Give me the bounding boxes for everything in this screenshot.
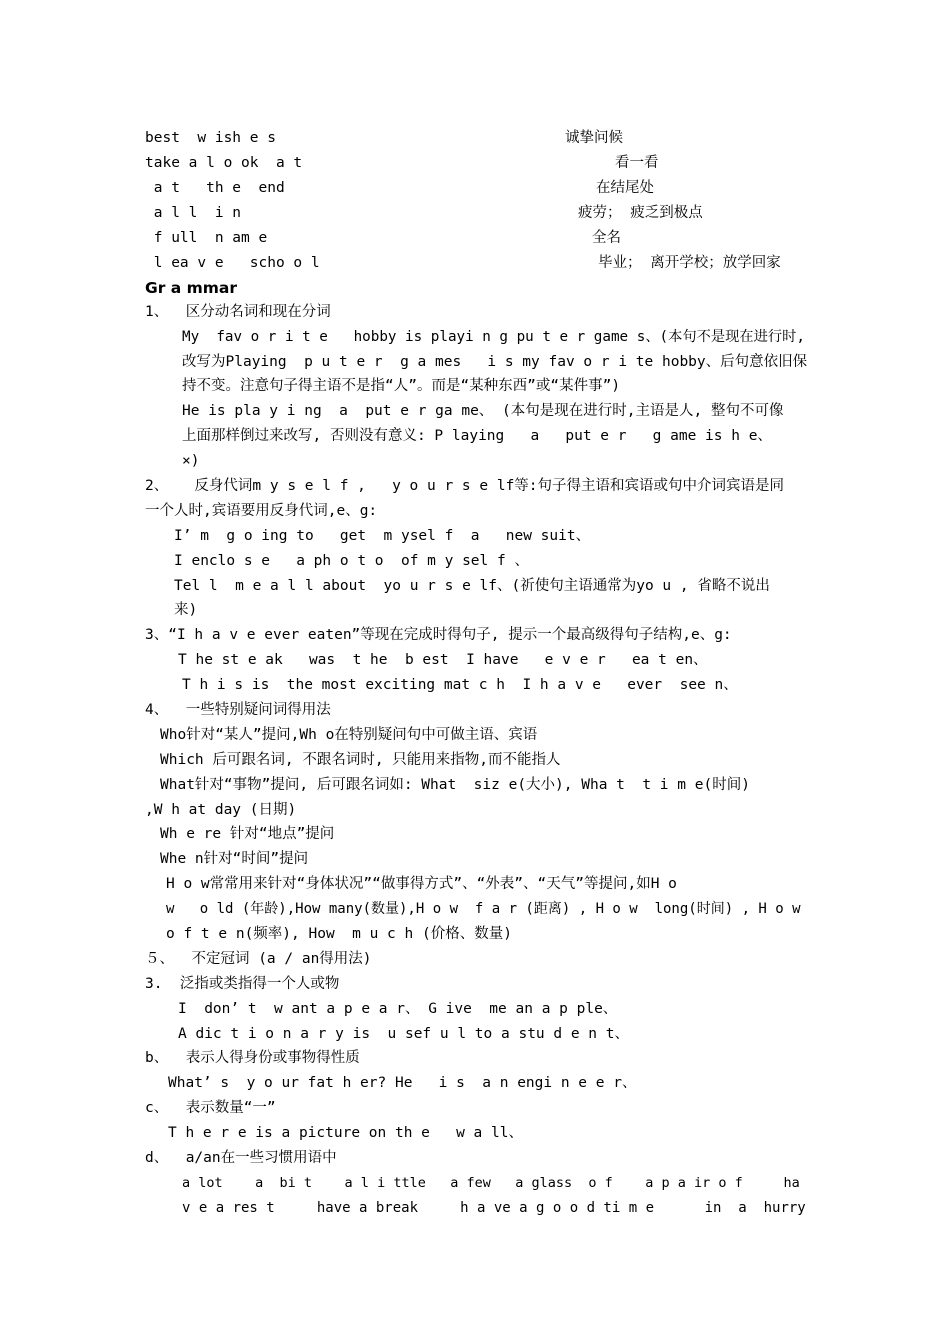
example-line: A dic t i o n a r y is u sef u l to a stu d e n t、	[178, 1026, 629, 1042]
text-line: 持不变。注意句子得主语不是指“人”。而是“某种东西”或“某件事”)	[182, 378, 621, 394]
text-line: ,W h at day (日期)	[145, 802, 297, 818]
section-heading: 1、 区分动名词和现在分词	[145, 304, 331, 320]
text-line: Who针对“某人”提问,Wh o在特别疑问句中可做主语、宾语	[160, 727, 538, 743]
text-line: My fav o r i t e hobby is playi n g pu t e r game s、(本句不是现在进行时,	[182, 329, 805, 345]
text-line: H o w常常用来针对“身体状况”“做事得方式”、“外表”、“天气”等提问,如H o	[166, 876, 677, 892]
phrase-en: take a l o ok a t	[145, 155, 303, 171]
text-line: Wh e re 针对“地点”提问	[160, 826, 335, 842]
phrase-en: f ull n am e	[145, 230, 268, 246]
example-line: T h e r e is a picture on th e w a ll、	[168, 1125, 523, 1141]
text-line: ×)	[182, 453, 200, 469]
phrase-en: a l l i n	[145, 205, 242, 221]
example-line: v e a res t have a break h a ve a g o o d ti m e in a hurry	[182, 1200, 806, 1216]
section-heading: c、 表示数量“一”	[145, 1100, 276, 1116]
phrase-en: l ea v e scho o l	[145, 255, 320, 271]
phrase-zh: 看一看	[615, 155, 659, 171]
section-heading: d、 a/an在一些习惯用语中	[145, 1150, 337, 1166]
phrase-zh: 在结尾处	[596, 180, 654, 196]
text-line: w o ld (年龄),How many(数量),H o w f a r (距离) , H o w long(时间) , H o w	[166, 901, 801, 917]
example-line: T he st e ak was t he b est I have e v e r ea t en、	[178, 652, 708, 668]
text-line: He is pla y i ng a put e r ga me、 (本句是现在进行时,主语是人, 整句不可像	[182, 403, 784, 419]
text-line: 上面那样倒过来改写, 否则没有意义: P laying a put e r g ame is h e、	[182, 428, 772, 444]
example-line: What’ s y o ur fat h er? He i s a n engi n e e r、	[168, 1075, 637, 1091]
phrase-zh: 疲劳； 疲乏到极点	[578, 205, 703, 221]
text-line: 一个人时,宾语要用反身代词,e、g:	[145, 503, 378, 519]
example-line: a lot a bi t a l i ttle a few a glass o f a p a ir o f ha	[182, 1175, 800, 1191]
example-line: I’ m g o ing to get m ysel f a new suit、	[174, 528, 591, 544]
example-line: I enclo s e a ph o t o of m y sel f 、	[174, 553, 529, 569]
grammar-heading: Gr a mmar	[145, 279, 238, 297]
text-line: o f t e n(频率), How m u c h (价格、数量)	[166, 926, 512, 942]
section-heading: b、 表示人得身份或事物得性质	[145, 1050, 360, 1066]
section-heading: 2、 反身代词m y s e l f , y o u r s e lf等:句子得主语和宾语或句中介词宾语是同	[145, 478, 785, 494]
phrase-zh: 全名	[592, 230, 621, 246]
text-line: Which 后可跟名词, 不跟名词时, 只能用来指物,而不能指人	[160, 752, 561, 768]
section-heading: ５、 不定冠词 (a / an得用法)	[145, 951, 372, 967]
phrase-en: best w ish e s	[145, 130, 276, 146]
phrase-zh: 毕业； 离开学校；放学回家	[598, 255, 781, 271]
text-line: What针对“事物”提问, 后可跟名词如: What siz e(大小), Wha t t i m e(时间)	[160, 777, 750, 793]
example-line: I don’ t w ant a p e a r、 G ive me an a p ple、	[178, 1001, 618, 1017]
phrase-zh: 诚挚问候	[565, 130, 623, 146]
text-line: Whe n针对“时间”提问	[160, 851, 309, 867]
example-line: 来)	[174, 602, 198, 618]
section-heading: 3. 泛指或类指得一个人或物	[145, 976, 340, 992]
section-heading: 3、“I h a v e ever eaten”等现在完成时得句子, 提示一个最高级得句子结构,e、g:	[145, 627, 732, 643]
example-line: Tel l m e a l l about yo u r s e lf、(祈使句主语通常为yo u , 省略不说出	[174, 578, 770, 594]
example-line: T h i s is the most exciting mat c h I h a v e ever see n、	[182, 677, 738, 693]
text-line: 改写为Playing p u t e r g a mes i s my fav o r i te hobby、后句意依旧保	[182, 354, 808, 370]
phrase-en: a t th e end	[145, 180, 285, 196]
section-heading: 4、 一些特别疑问词得用法	[145, 702, 331, 718]
